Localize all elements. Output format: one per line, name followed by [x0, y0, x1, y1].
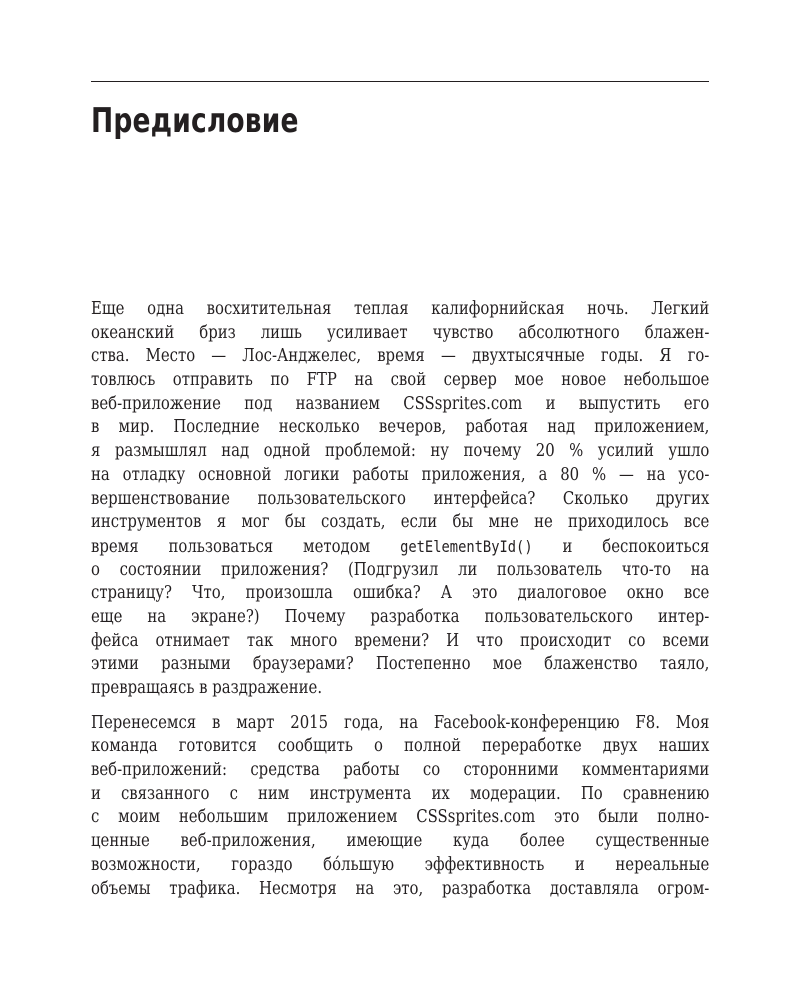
text-after-code: и беспокоиться — [532, 536, 710, 557]
paragraph-2-line: Перенесемся в март 2015 года, на Facebook-конференцию F8. Моя — [91, 712, 710, 733]
paragraph-2-line: с моим небольшим приложением CSSsprites.com это были полно- — [91, 807, 710, 828]
paragraph-1-line: Еще одна восхитительная теплая калифорнийская ночь. Легкий — [91, 299, 710, 319]
paragraph-1-line: вершенствование пользовательского интерфейса? Сколько других — [91, 488, 710, 509]
chapter-title: Предисловие — [91, 101, 299, 141]
paragraph-1-line-with-code — [91, 535, 709, 559]
paragraph-1-line: на отладку основной логики работы приложения, а 80 % — на усо- — [91, 464, 710, 485]
paragraph-2-line: ценные веб-приложения, имеющие куда более существенные — [91, 831, 710, 852]
paragraph-2-line: возможности, гораздо бо́льшую эффективность и нереальные — [91, 854, 710, 875]
body-text — [91, 298, 709, 901]
paragraph-2-line: команда готовится сообщить о полной переработке двух наших — [91, 736, 710, 757]
paragraph-1-line: веб-приложение под названием CSSsprites.com и выпустить его — [91, 393, 710, 414]
paragraph-1-line: превращаясь в раздражение. — [91, 678, 323, 698]
paragraph-2-line: веб-приложений: средства работы со сторонними комментариями — [91, 760, 710, 781]
header-rule — [91, 81, 709, 82]
paragraph-2-line: объемы трафика. Несмотря на это, разработка доставляла огром- — [91, 878, 710, 899]
paragraph-1-line: ства. Место — Лос-Анджелес, время — двухтысячные годы. Я го- — [91, 346, 710, 367]
paragraph-1-line: океанский бриз лишь усиливает чувство абсолютного блажен- — [91, 322, 710, 343]
paragraph-2-line: и связанного с ним инструмента их модерации. По сравнению — [91, 783, 710, 804]
inline-code: getElementById() — [400, 536, 533, 556]
paragraph-1-line: в мир. Последние несколько вечеров, работая над приложением, — [91, 417, 710, 438]
paragraph-spacer — [91, 701, 709, 712]
paragraph-1-line: товлюсь отправить по FTP на свой сервер мое новое небольшое — [91, 370, 710, 391]
paragraph-1-line: я размышлял над одной проблемой: ну почему 20 % усилий ушло — [91, 441, 710, 462]
paragraph-1-line: фейса отнимает так много времени? И что происходит со всеми — [91, 630, 710, 651]
paragraph-1-line: инструментов я мог бы создать, если бы мне не приходилось все — [91, 512, 710, 533]
paragraph-1-line: этими разными браузерами? Постепенно мое блаженство таяло, — [91, 654, 710, 675]
paragraph-1-line: о состоянии приложения? (Подгрузил ли пользователь что-то на — [91, 559, 710, 580]
text-before-code: время пользоваться методом — [91, 536, 401, 557]
paragraph-1-line: еще на экране?) Почему разработка пользовательского интер- — [91, 606, 710, 627]
paragraph-1-line: страницу? Что, произошла ошибка? А это диалоговое окно все — [91, 583, 710, 604]
